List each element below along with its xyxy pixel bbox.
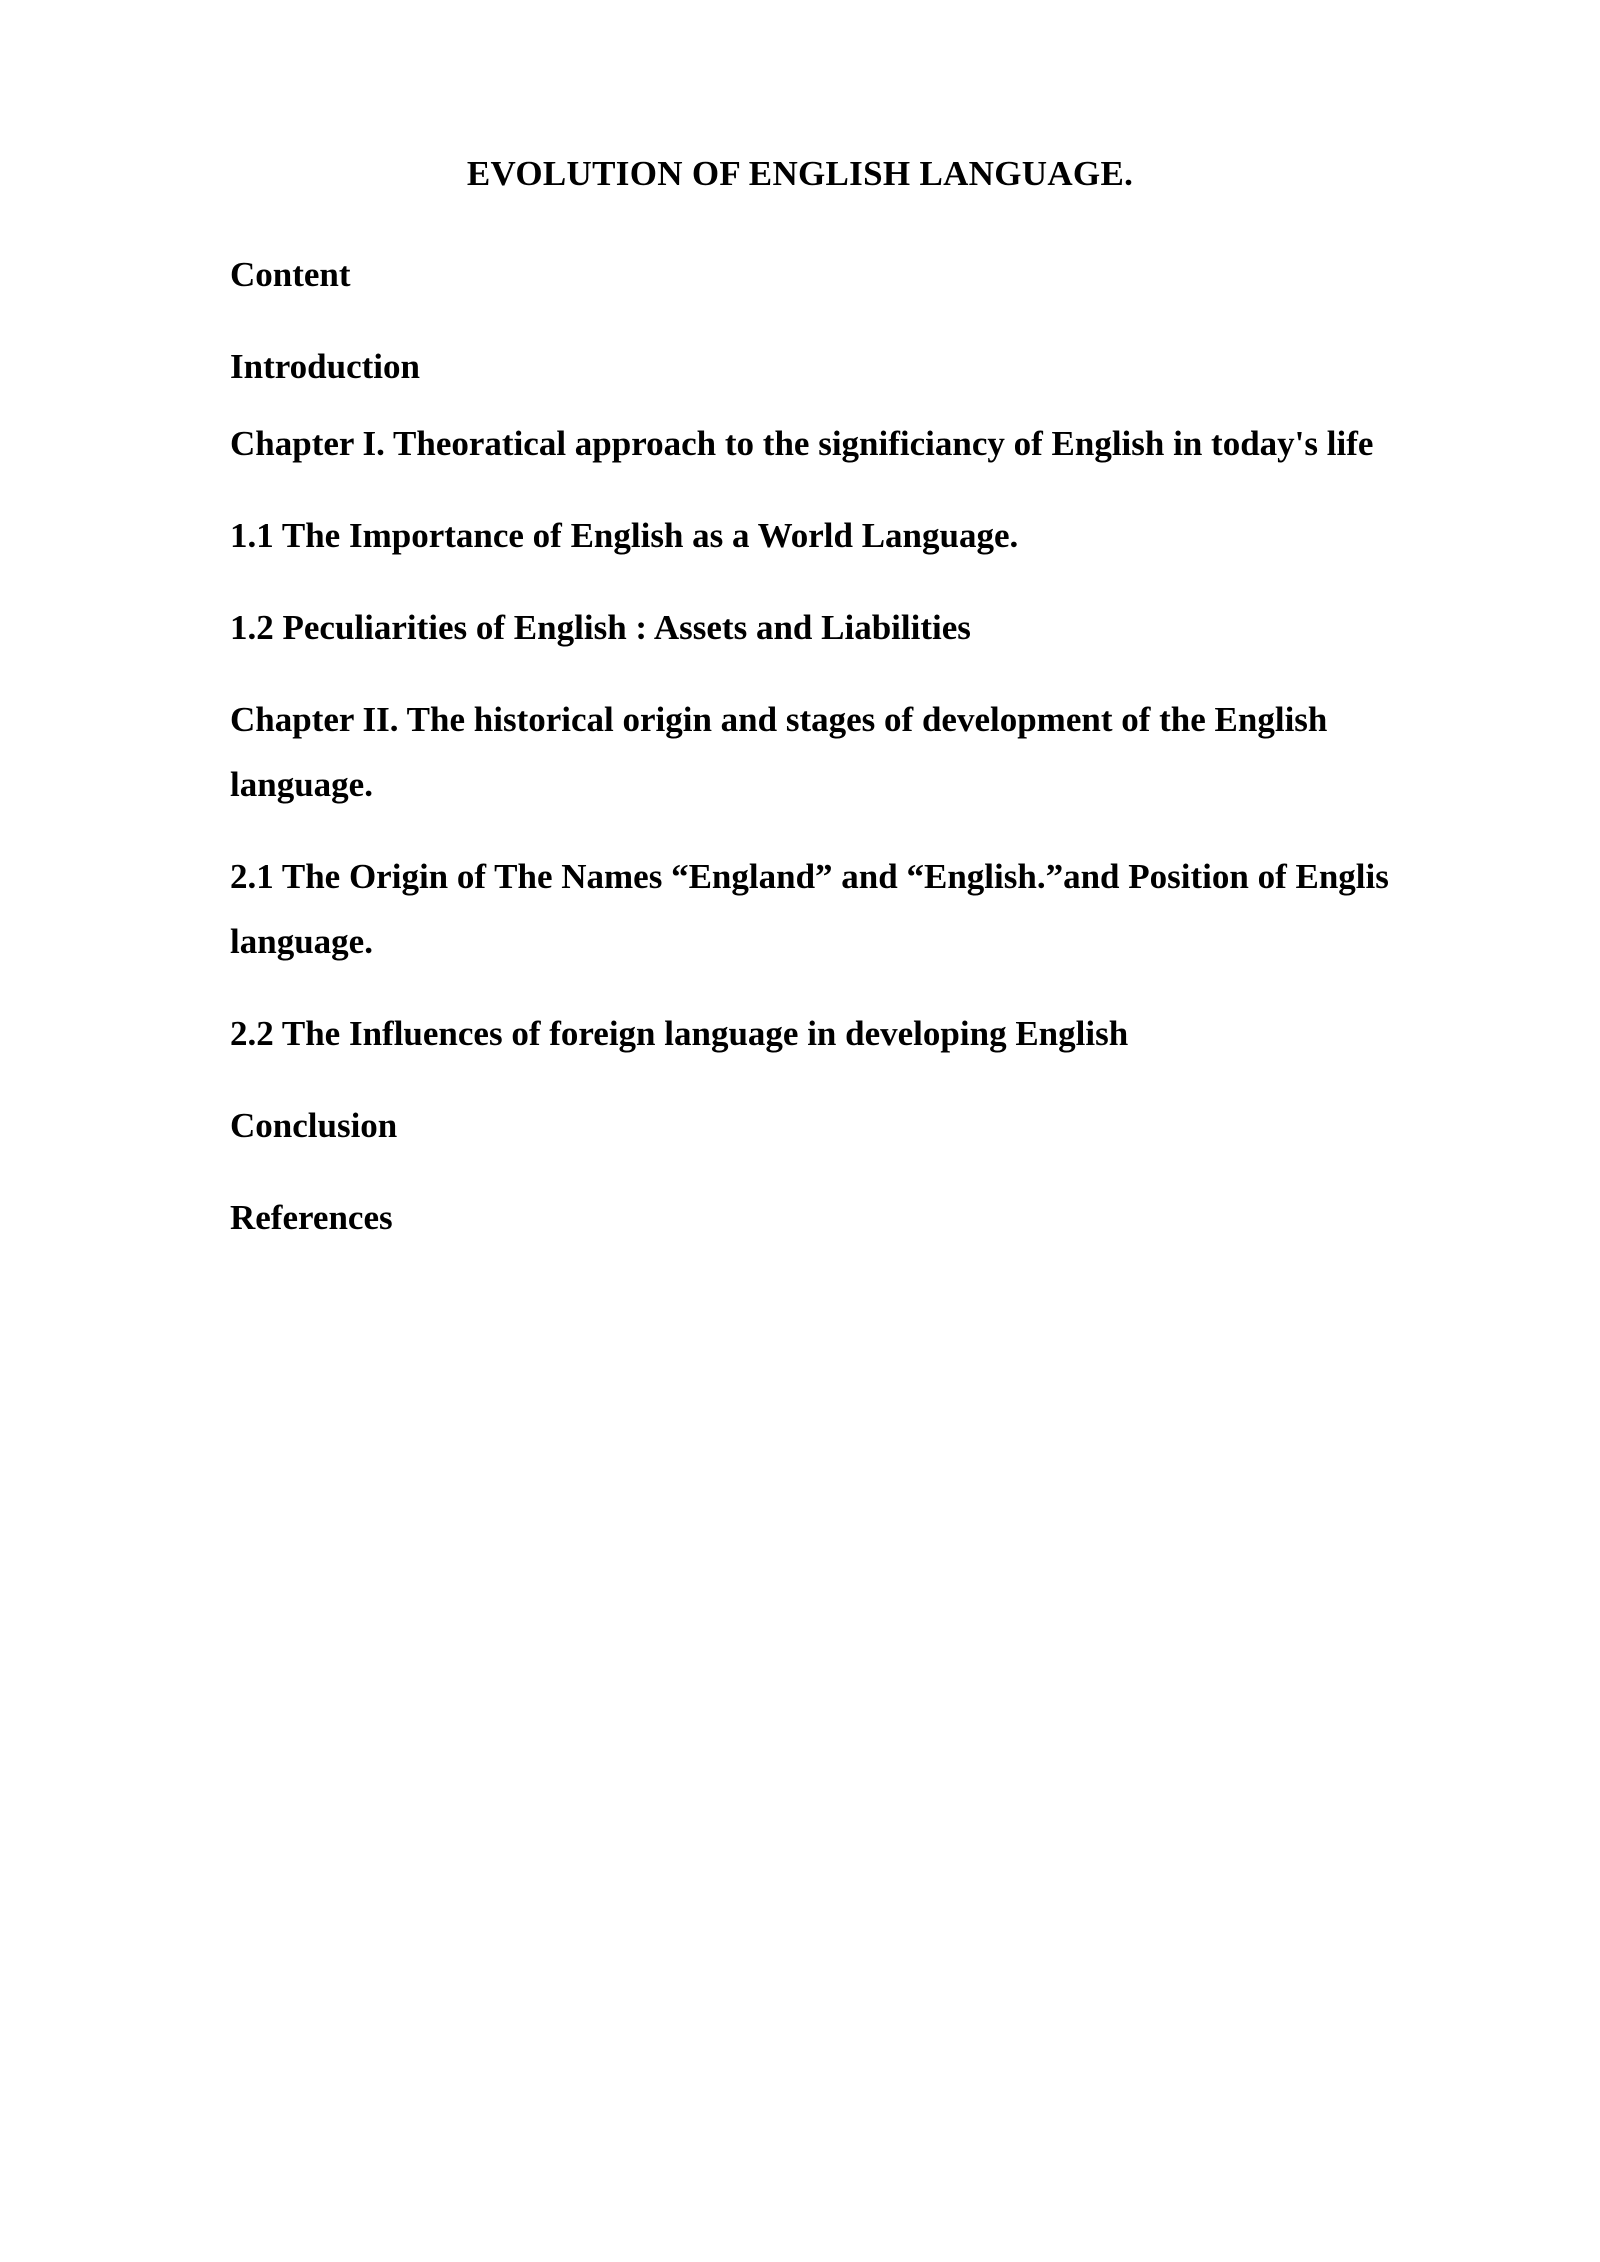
document-title: EVOLUTION OF ENGLISH LANGUAGE. (466, 154, 1134, 193)
toc-entry-text-line-2: language. (230, 765, 373, 804)
toc-entry-text: 2.2 The Influences of foreign language in developing English (230, 1014, 1129, 1053)
table-of-contents (230, 242, 1500, 1250)
toc-entry-introduction (230, 334, 1500, 399)
toc-entry-references (230, 1185, 1500, 1250)
toc-entry-text-line-1: 2.1 The Origin of The Names “England” and “English.”and Position of Englis (230, 857, 1389, 896)
toc-entry-chapter-2 (230, 687, 1500, 817)
toc-entry-conclusion (230, 1093, 1500, 1158)
toc-entry-text: Conclusion (230, 1106, 398, 1145)
toc-heading: Content (230, 255, 351, 294)
toc-entry-chapter-1 (230, 411, 1500, 476)
toc-entry-section-2-2 (230, 1001, 1500, 1066)
toc-entry-text: Chapter I. Theoratical approach to the significiancy of English in today's life (230, 424, 1374, 463)
toc-entry-section-1-1 (230, 503, 1500, 568)
toc-entry-text: References (230, 1198, 393, 1237)
toc-entry-text-line-2: language. (230, 922, 373, 961)
toc-entry-text-line-1: Chapter II. The historical origin and stages of development of the English (230, 700, 1328, 739)
toc-entry-section-1-2 (230, 595, 1500, 660)
toc-entry-text: Introduction (230, 347, 420, 386)
toc-entry-section-2-1 (230, 844, 1500, 974)
toc-entry-text: 1.2 Peculiarities of English : Assets and Liabilities (230, 608, 971, 647)
toc-entry-text: 1.1 The Importance of English as a World Language. (230, 516, 1019, 555)
